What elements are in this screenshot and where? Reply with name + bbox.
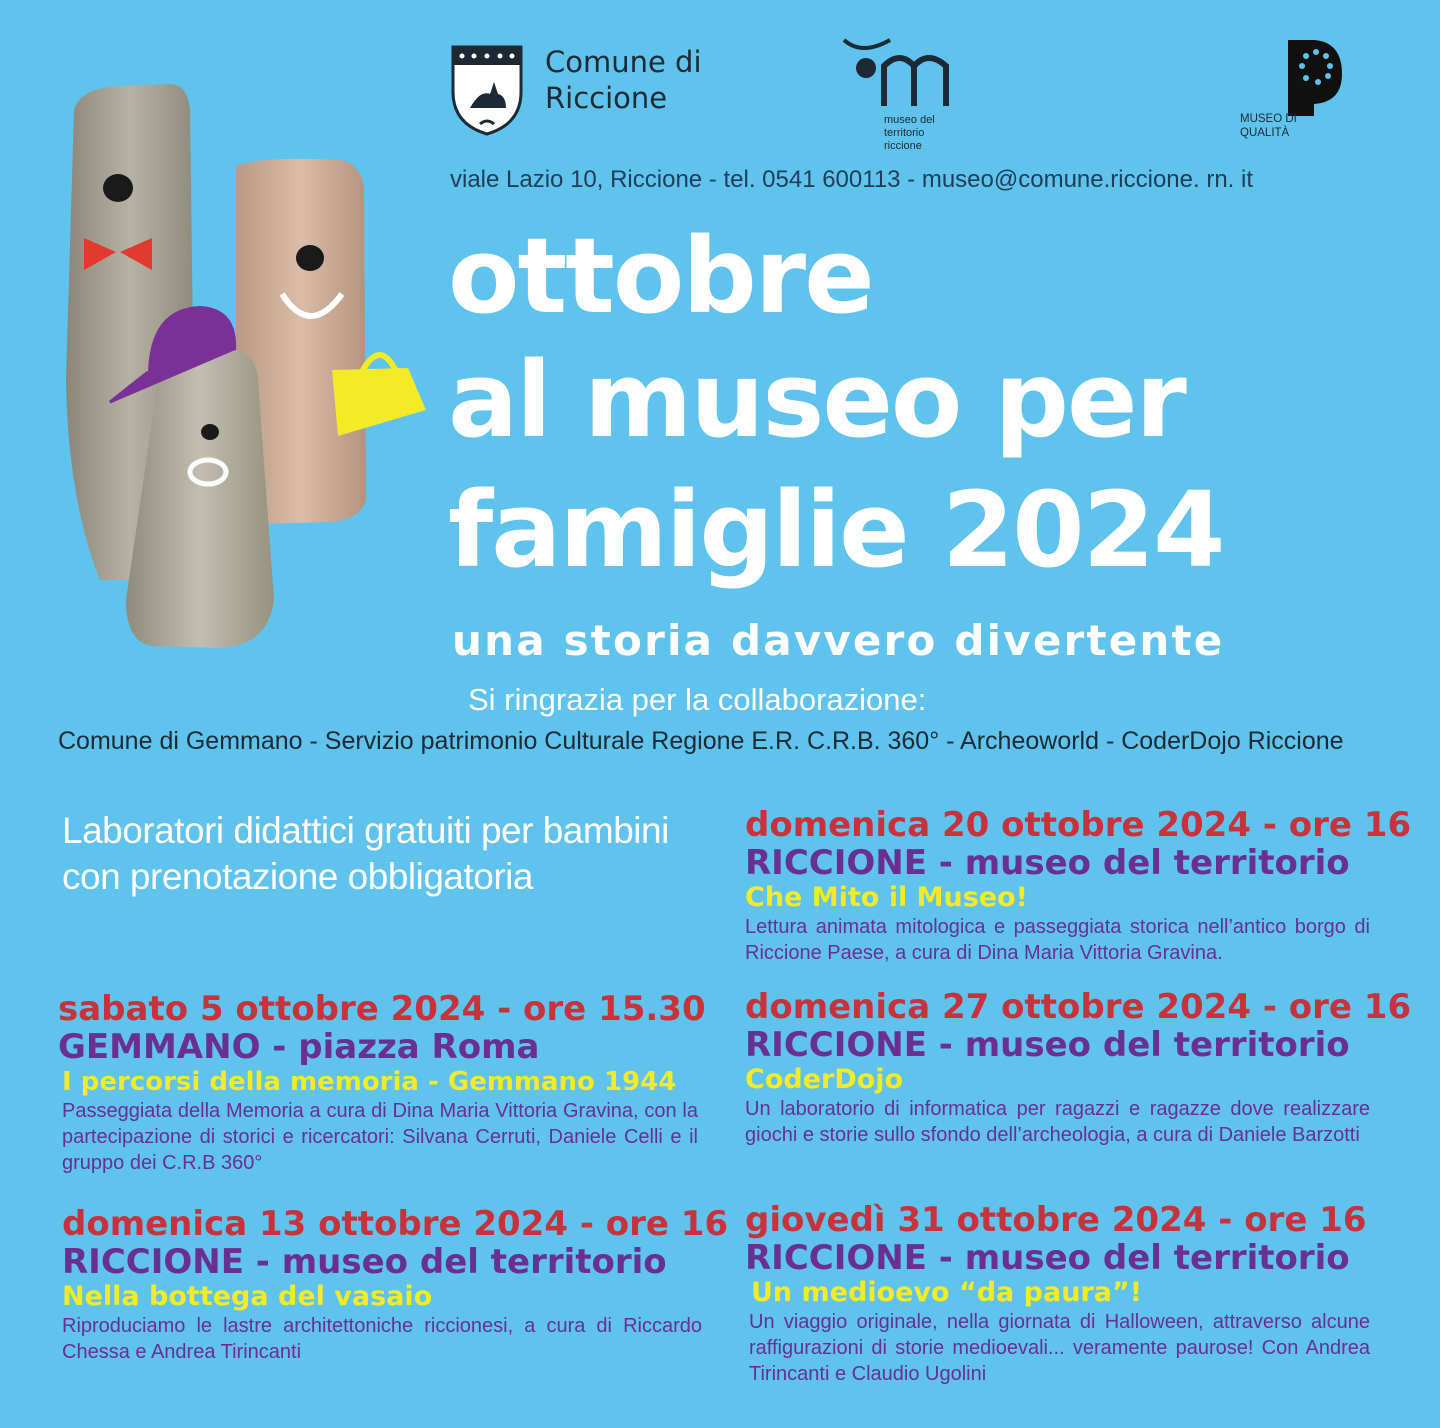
comune-riccione-label: Comune di Riccione [545, 45, 702, 115]
contact-address: viale Lazio 10, Riccione - tel. 0541 600113 - museo@comune.riccione. rn. it [450, 166, 1254, 193]
event-description: Riproduciamo le lastre architettoniche riccionesi, a cura di Riccardo Chessa e Andrea Tirincanti [62, 1315, 702, 1363]
event-5 [745, 1201, 1370, 1387]
event-3 [745, 805, 1412, 966]
event-place: RICCIONE - museo del territorio [62, 1242, 667, 1282]
museo-territorio-logo-icon [842, 36, 954, 108]
partners-list: Comune di Gemmano - Servizio patrimonio Culturale Regione E.R. C.R.B. 360° - Archeoworld - CoderDojo Riccione [58, 727, 1344, 755]
subtitle: una storia davvero divertente [452, 616, 1225, 665]
event-name: Nella bottega del vasaio [62, 1281, 433, 1312]
event-4 [745, 987, 1412, 1148]
event-1 [58, 989, 706, 1176]
event-description: Lettura animata mitologica e passeggiata storica nell’antico borgo di Riccione Paese, a cura di Dina Maria Vittoria Gravina. [745, 916, 1370, 964]
event-place: GEMMANO - piazza Roma [58, 1027, 540, 1067]
event-date: giovedì 31 ottobre 2024 - ore 16 [745, 1200, 1367, 1240]
event-date: domenica 20 ottobre 2024 - ore 16 [745, 805, 1412, 845]
event-name: Che Mito il Museo! [745, 882, 1028, 913]
title-line-1: ottobre [448, 215, 873, 337]
event-2 [62, 1204, 729, 1365]
event-date: domenica 13 ottobre 2024 - ore 16 [62, 1204, 729, 1244]
event-place: RICCIONE - museo del territorio [745, 1238, 1350, 1278]
event-description: Un viaggio originale, nella giornata di Halloween, attraverso alcune raffigurazioni di storie medioevali... veramente paurose! Con Andrea Tirincanti e Claudio Ugolini [749, 1311, 1370, 1385]
event-place: RICCIONE - museo del territorio [745, 1025, 1350, 1065]
thanks-heading: Si ringrazia per la collaborazione: [468, 682, 927, 717]
event-place: RICCIONE - museo del territorio [745, 843, 1350, 883]
museo-qualita-label: MUSEO DI QUALITÀ [1240, 113, 1297, 139]
comune-riccione-shield-icon [450, 44, 524, 136]
event-name: Un medioevo “da paura”! [751, 1277, 1143, 1308]
stone-figures-illustration [60, 80, 440, 660]
event-name: CoderDojo [745, 1064, 904, 1095]
event-name: I percorsi della memoria - Gemmano 1944 [62, 1067, 677, 1097]
intro-text: Laboratori didattici gratuiti per bambini con prenotazione obbligatoria [62, 810, 669, 897]
event-date: domenica 27 ottobre 2024 - ore 16 [745, 987, 1412, 1027]
event-description: Un laboratorio di informatica per ragazzi e ragazze dove realizzare giochi e storie sullo sfondo dell’archeologia, a cura di Daniele Barzotti [745, 1098, 1370, 1146]
event-description: Passeggiata della Memoria a cura di Dina Maria Vittoria Gravina, con la partecipazione di storici e ricercatori: Silvana Cerruti, Daniele Celli e il gruppo dei C.R.B 360° [62, 1100, 698, 1174]
event-date: sabato 5 ottobre 2024 - ore 15.30 [58, 989, 706, 1029]
title-line-3: famiglie 2024 [448, 469, 1224, 591]
museo-territorio-label: museo del territorio riccione [884, 114, 935, 152]
title-line-2: al museo per [448, 339, 1185, 461]
museo-qualita-logo-icon [1284, 38, 1344, 118]
